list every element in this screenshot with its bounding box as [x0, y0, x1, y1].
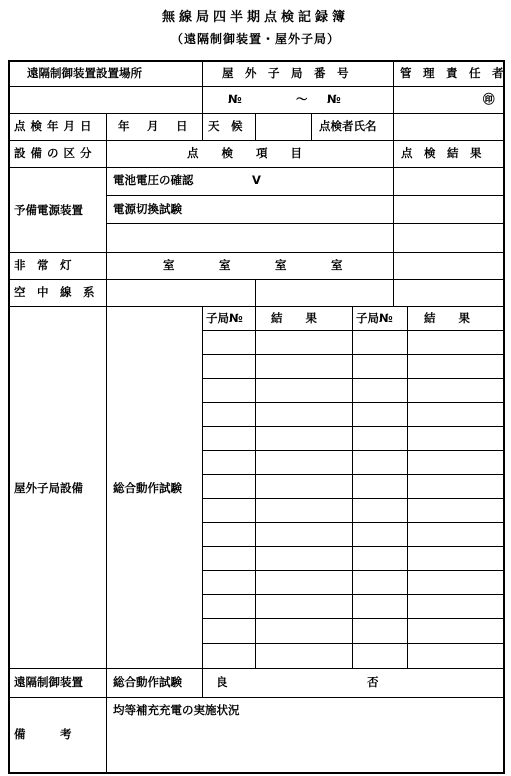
station-number-to: №: [327, 92, 341, 106]
sub-station-result-header-2: 結 果: [424, 311, 470, 325]
result-good: 良: [216, 675, 228, 689]
switch-test-label: 電源切換試験: [113, 202, 182, 216]
sub-station-no-header-2: 子局№: [356, 311, 393, 325]
remarks-content: 均等補充充電の実施状況: [113, 703, 240, 717]
room-3: 室: [275, 258, 287, 272]
page-title: 無線局四半期点検記録簿: [161, 10, 349, 25]
backup-power-label: 予備電源装置: [14, 203, 83, 217]
result-bad: 否: [367, 675, 379, 689]
station-number-from: №: [228, 92, 242, 106]
station-number-tilde: 〜: [296, 92, 308, 106]
emergency-light-label: 非 常 灯: [14, 258, 72, 272]
remarks-label: 備 考: [14, 727, 72, 741]
sub-station-no-header: 子局№: [206, 311, 243, 325]
date-month: 月: [147, 119, 159, 133]
voltage-check-label: 電池電圧の確認: [113, 173, 194, 187]
items-header: 点 検 項 目: [187, 146, 302, 160]
antenna-label: 空 中 線 系: [14, 285, 95, 299]
seal-icon: ㊞: [483, 92, 495, 106]
weather-label: 天 候: [208, 119, 243, 133]
category-header: 設備の区分: [14, 146, 97, 160]
page-subtitle: （遠隔制御装置・屋外子局）: [170, 32, 340, 46]
room-4: 室: [331, 258, 343, 272]
room-2: 室: [219, 258, 231, 272]
remote-control-label: 遠隔制御装置: [14, 675, 83, 689]
station-number-label: 屋 外 子 局 番 号: [222, 66, 349, 80]
date-day: 日: [176, 119, 188, 133]
location-label: 遠隔制御装置設置場所: [27, 66, 142, 80]
outdoor-station-label: 屋外子局設備: [14, 481, 83, 495]
manager-label: 管 理 責 任 者: [400, 66, 504, 80]
room-1: 室: [163, 258, 175, 272]
inspector-label: 点検者氏名: [319, 119, 377, 133]
outdoor-station-test: 総合動作試験: [113, 481, 182, 495]
inspection-date-label: 点検年月日: [14, 119, 97, 133]
sub-station-result-header: 結 果: [271, 311, 317, 325]
remote-control-test: 総合動作試験: [113, 675, 182, 689]
result-header: 点 検 結 果: [401, 146, 482, 160]
date-year: 年: [118, 119, 130, 133]
voltage-unit: V: [252, 173, 261, 187]
